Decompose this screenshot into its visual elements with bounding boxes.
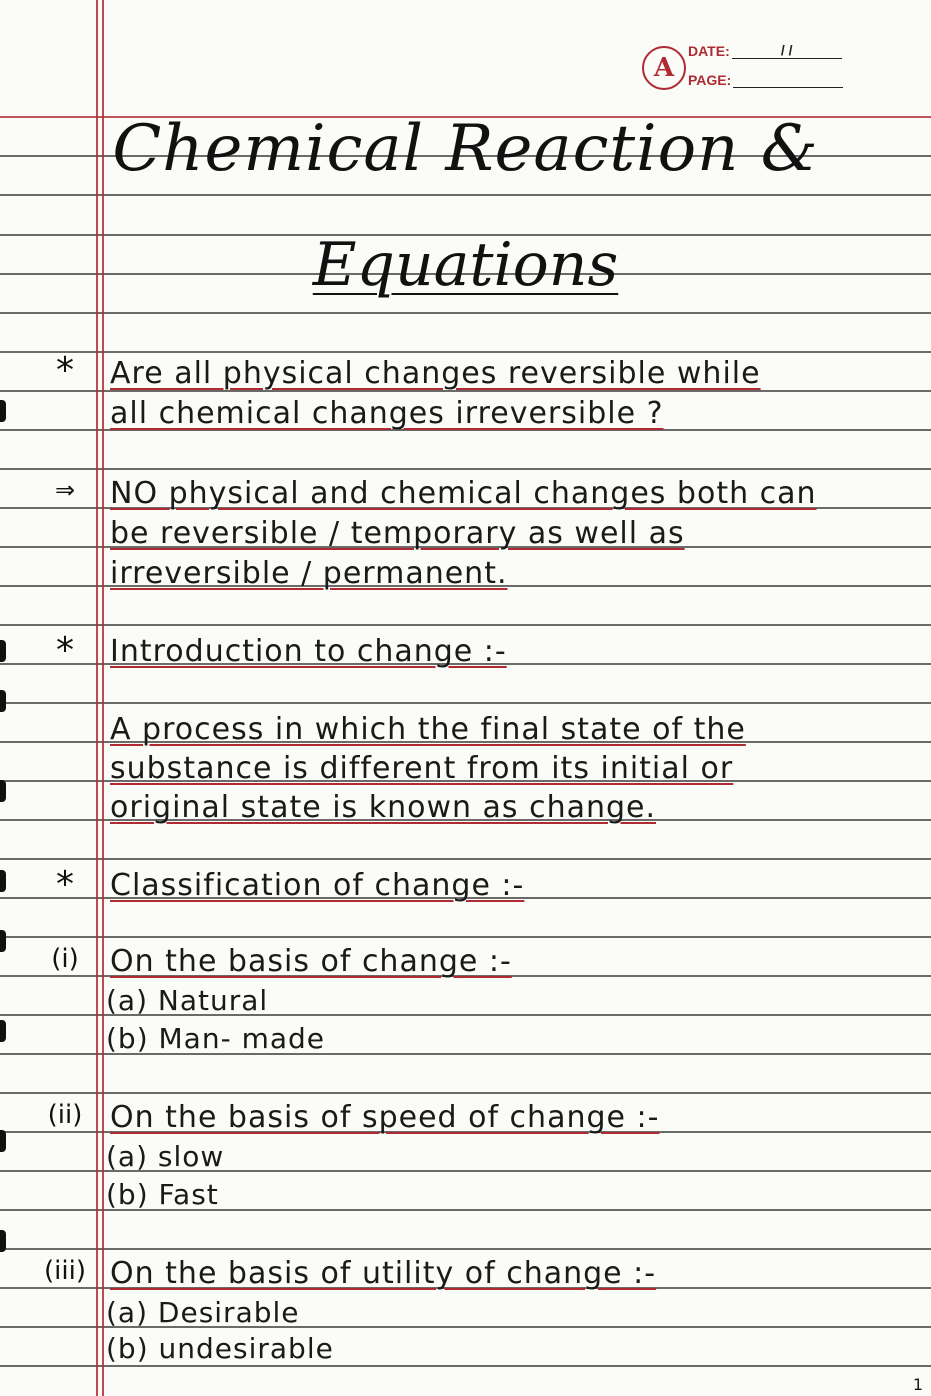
binding-hole: [0, 690, 6, 712]
answer-line-1: NO physical and chemical changes both can: [110, 476, 817, 511]
binding-hole: [0, 1230, 6, 1252]
intro-heading: Introduction to change :-: [110, 634, 507, 669]
margin-line: [102, 0, 104, 1396]
group-item: (a) Natural: [106, 984, 269, 1017]
intro-line-1: A process in which the final state of the: [110, 712, 746, 747]
binding-hole: [0, 400, 6, 422]
answer-line-3: irreversible / permanent.: [110, 556, 508, 591]
page-field: [688, 72, 843, 88]
binding-hole: [0, 780, 6, 802]
classification-heading: Classification of change :-: [110, 868, 525, 903]
page-blank: [733, 87, 843, 88]
page-label: PAGE:: [688, 72, 732, 88]
implies-arrow-icon: ⇒: [54, 476, 76, 504]
roman-numeral-marker: (ii): [47, 1100, 83, 1130]
date-field: [688, 42, 842, 59]
group-item: (b) Fast: [106, 1178, 219, 1211]
question-line-2: all chemical changes irreversible ?: [110, 396, 664, 431]
brand-logo: A: [642, 46, 686, 90]
group-heading-speed: On the basis of speed of change :-: [110, 1100, 660, 1135]
asterisk-marker: *: [56, 350, 74, 391]
asterisk-marker: *: [56, 864, 74, 905]
ruled-line: [0, 936, 931, 938]
roman-numeral-marker: (iii): [44, 1256, 86, 1286]
binding-hole: [0, 870, 6, 892]
roman-numeral-marker: (i): [51, 944, 79, 974]
binding-hole: [0, 640, 6, 662]
date-label: DATE:: [688, 43, 730, 59]
date-page-header: [642, 40, 852, 98]
ruled-line: [0, 702, 931, 704]
ruled-line: [0, 858, 931, 860]
group-item: (a) slow: [106, 1140, 225, 1173]
ruled-line: [0, 1248, 931, 1250]
intro-line-3: original state is known as change.: [110, 790, 657, 825]
ruled-line: [0, 351, 931, 353]
group-item: (b) undesirable: [106, 1332, 334, 1365]
group-heading-utility: On the basis of utility of change :-: [110, 1256, 657, 1291]
ruled-line: [0, 1365, 931, 1367]
intro-line-2: substance is different from its initial or: [110, 751, 734, 786]
page-title-line-2: Equations: [312, 230, 619, 300]
answer-line-2: be reversible / temporary as well as: [110, 516, 685, 551]
question-line-1: Are all physical changes reversible while: [110, 356, 761, 391]
ruled-line: [0, 312, 931, 314]
margin-line: [96, 0, 98, 1396]
binding-hole: [0, 1130, 6, 1152]
binding-hole: [0, 1020, 6, 1042]
ruled-line: [0, 194, 931, 196]
group-heading-basis: On the basis of change :-: [110, 944, 512, 979]
group-item: (a) Desirable: [106, 1296, 300, 1329]
binding-hole: [0, 930, 6, 952]
ruled-line: [0, 624, 931, 626]
date-blank: / /: [732, 42, 842, 59]
page-number: 1: [912, 1375, 923, 1394]
asterisk-marker: *: [56, 630, 74, 671]
group-item: (b) Man- made: [106, 1022, 326, 1055]
ruled-line: [0, 468, 931, 470]
ruled-line: [0, 1092, 931, 1094]
page-title-line-1: Chemical Reaction &: [112, 112, 819, 186]
